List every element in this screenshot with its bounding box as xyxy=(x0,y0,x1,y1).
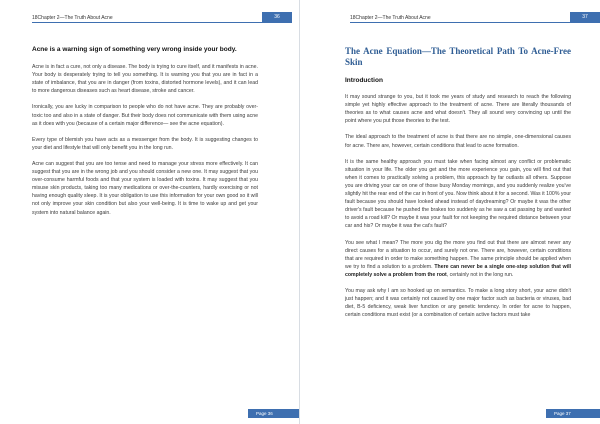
left-footer-page-label: Page 36 xyxy=(248,409,300,418)
chapter-title: The Acne Equation—The Theoretical Path To Acne-Free Skin xyxy=(345,46,571,67)
right-page-content xyxy=(345,46,571,327)
left-paragraph-4: Acne can suggest that you are too tense and need to manage your stress more effectively. It can suggest that you are in the wrong job and you should consider a new one. It may suggest that you over-consume harmful foods and that your system is loaded with toxins. It may suggest that you misuse skin products, taking too many medications or over-the-counters, hardly exercising or not having enough quality sleep. It is your obligation to use this information for your own good so it will not only improve your skin condition but also your well-being. It is time to wake up and get your system into natural balance again. xyxy=(32,160,258,216)
right-page-number-tab: 37 xyxy=(570,12,600,22)
left-paragraph-3: Every type of blemish you have acts as a messenger from the body. It is suggesting changes to your diet and lifestyle that will only benefit you in the long run. xyxy=(32,136,258,151)
right-header-rule xyxy=(350,22,600,23)
right-footer-page-label: Page 37 xyxy=(546,409,600,418)
left-paragraph-2: Ironically, you are lucky in comparison to people who do not have acne. They are probably over-toxic too and also in a state of danger. But their body does not communicate with them using acne as it does with you (because of a certain major difference— see the acne equation). xyxy=(32,104,258,127)
right-page xyxy=(300,0,600,424)
p4-text-after: , certainly not in the long run. xyxy=(446,271,514,278)
right-paragraph-2: The ideal approach to the treatment of acne is that there are no simple, one-dimensional causes for acne. There are, however, certain conditions that lead to acne formation. xyxy=(345,134,571,149)
p4-text-before: You see what I mean? The more you dig the more you find out that there are almost never any direct causes for a situation to occur, and surely not one. There are, however, certain conditions that are required in order to make something happen. The same principle should be applied when we try to find a solution to a problem. xyxy=(345,239,571,270)
left-page-number-tab: 36 xyxy=(262,12,292,22)
p4-bold-statement: There can never be a single one-step solution that will completely solve a problem from the root xyxy=(345,263,571,278)
left-page-content xyxy=(32,46,258,225)
left-header-rule xyxy=(32,22,292,23)
right-paragraph-5: You may ask why I am so hooked up on semantics. To make a long story short, your acne didn't just happen; and it was certainly not caused by one major factor such as bacteria or viruses, bad diet, B-5 deficiency, weak liver function or any genetic tendency. In order for acne to happen, certain conditions must exist (or a combination of certain active factors must take xyxy=(345,287,571,319)
right-paragraph-3: It is the same healthy approach you must take when facing almost any conflict or problematic situation in your life. The older you get and the more experience you gain, you will find out that when it comes to practically solving a problem, this approach by far outlasts all others. Suppose you are driving your car on one of those busy Monday mornings, and you suddenly realize you've slightly hit the rear end of the car in front of you. Now think about it for a second. Was it 100% your fault because you should have looked ahead instead of daydreaming? Or maybe it was the other driver's fault because he pushed the brakes too suddenly as he saw a cat passing by and wanted to avoid a road kill? Or maybe it was your fault for not keeping the required distance between your car and his? Or maybe it was the cat's fault? xyxy=(345,158,571,230)
left-paragraph-1: Acne is in fact a cure, not only a disease. The body is trying to cure itself, and it manifests in acne. Your body is desperately trying to tell you something. It is warning you that you are in fact in a state of imbalance, that you are in danger (from toxins, distorted hormone levels), and it can lead to more dangerous diseases such as heart disease, stroke and cancer. xyxy=(32,64,258,95)
right-paragraph-4 xyxy=(345,239,571,279)
right-paragraph-1: It may sound strange to you, but it took me years of study and research to reach the following simple yet highly effective approach to the treatment of acne. There are literally thousands of theories as to what causes acne and what doesn't. They all sound very convincing up until the point where you put those theories to the test. xyxy=(345,94,571,125)
left-running-header: 18Chapter 2—The Truth About Acne xyxy=(32,15,113,21)
left-section-title: Acne is a warning sign of something very wrong inside your body. xyxy=(32,46,237,53)
introduction-heading: Introduction xyxy=(345,77,383,84)
right-running-header: 18Chapter 2—The Truth About Acne xyxy=(350,15,431,21)
